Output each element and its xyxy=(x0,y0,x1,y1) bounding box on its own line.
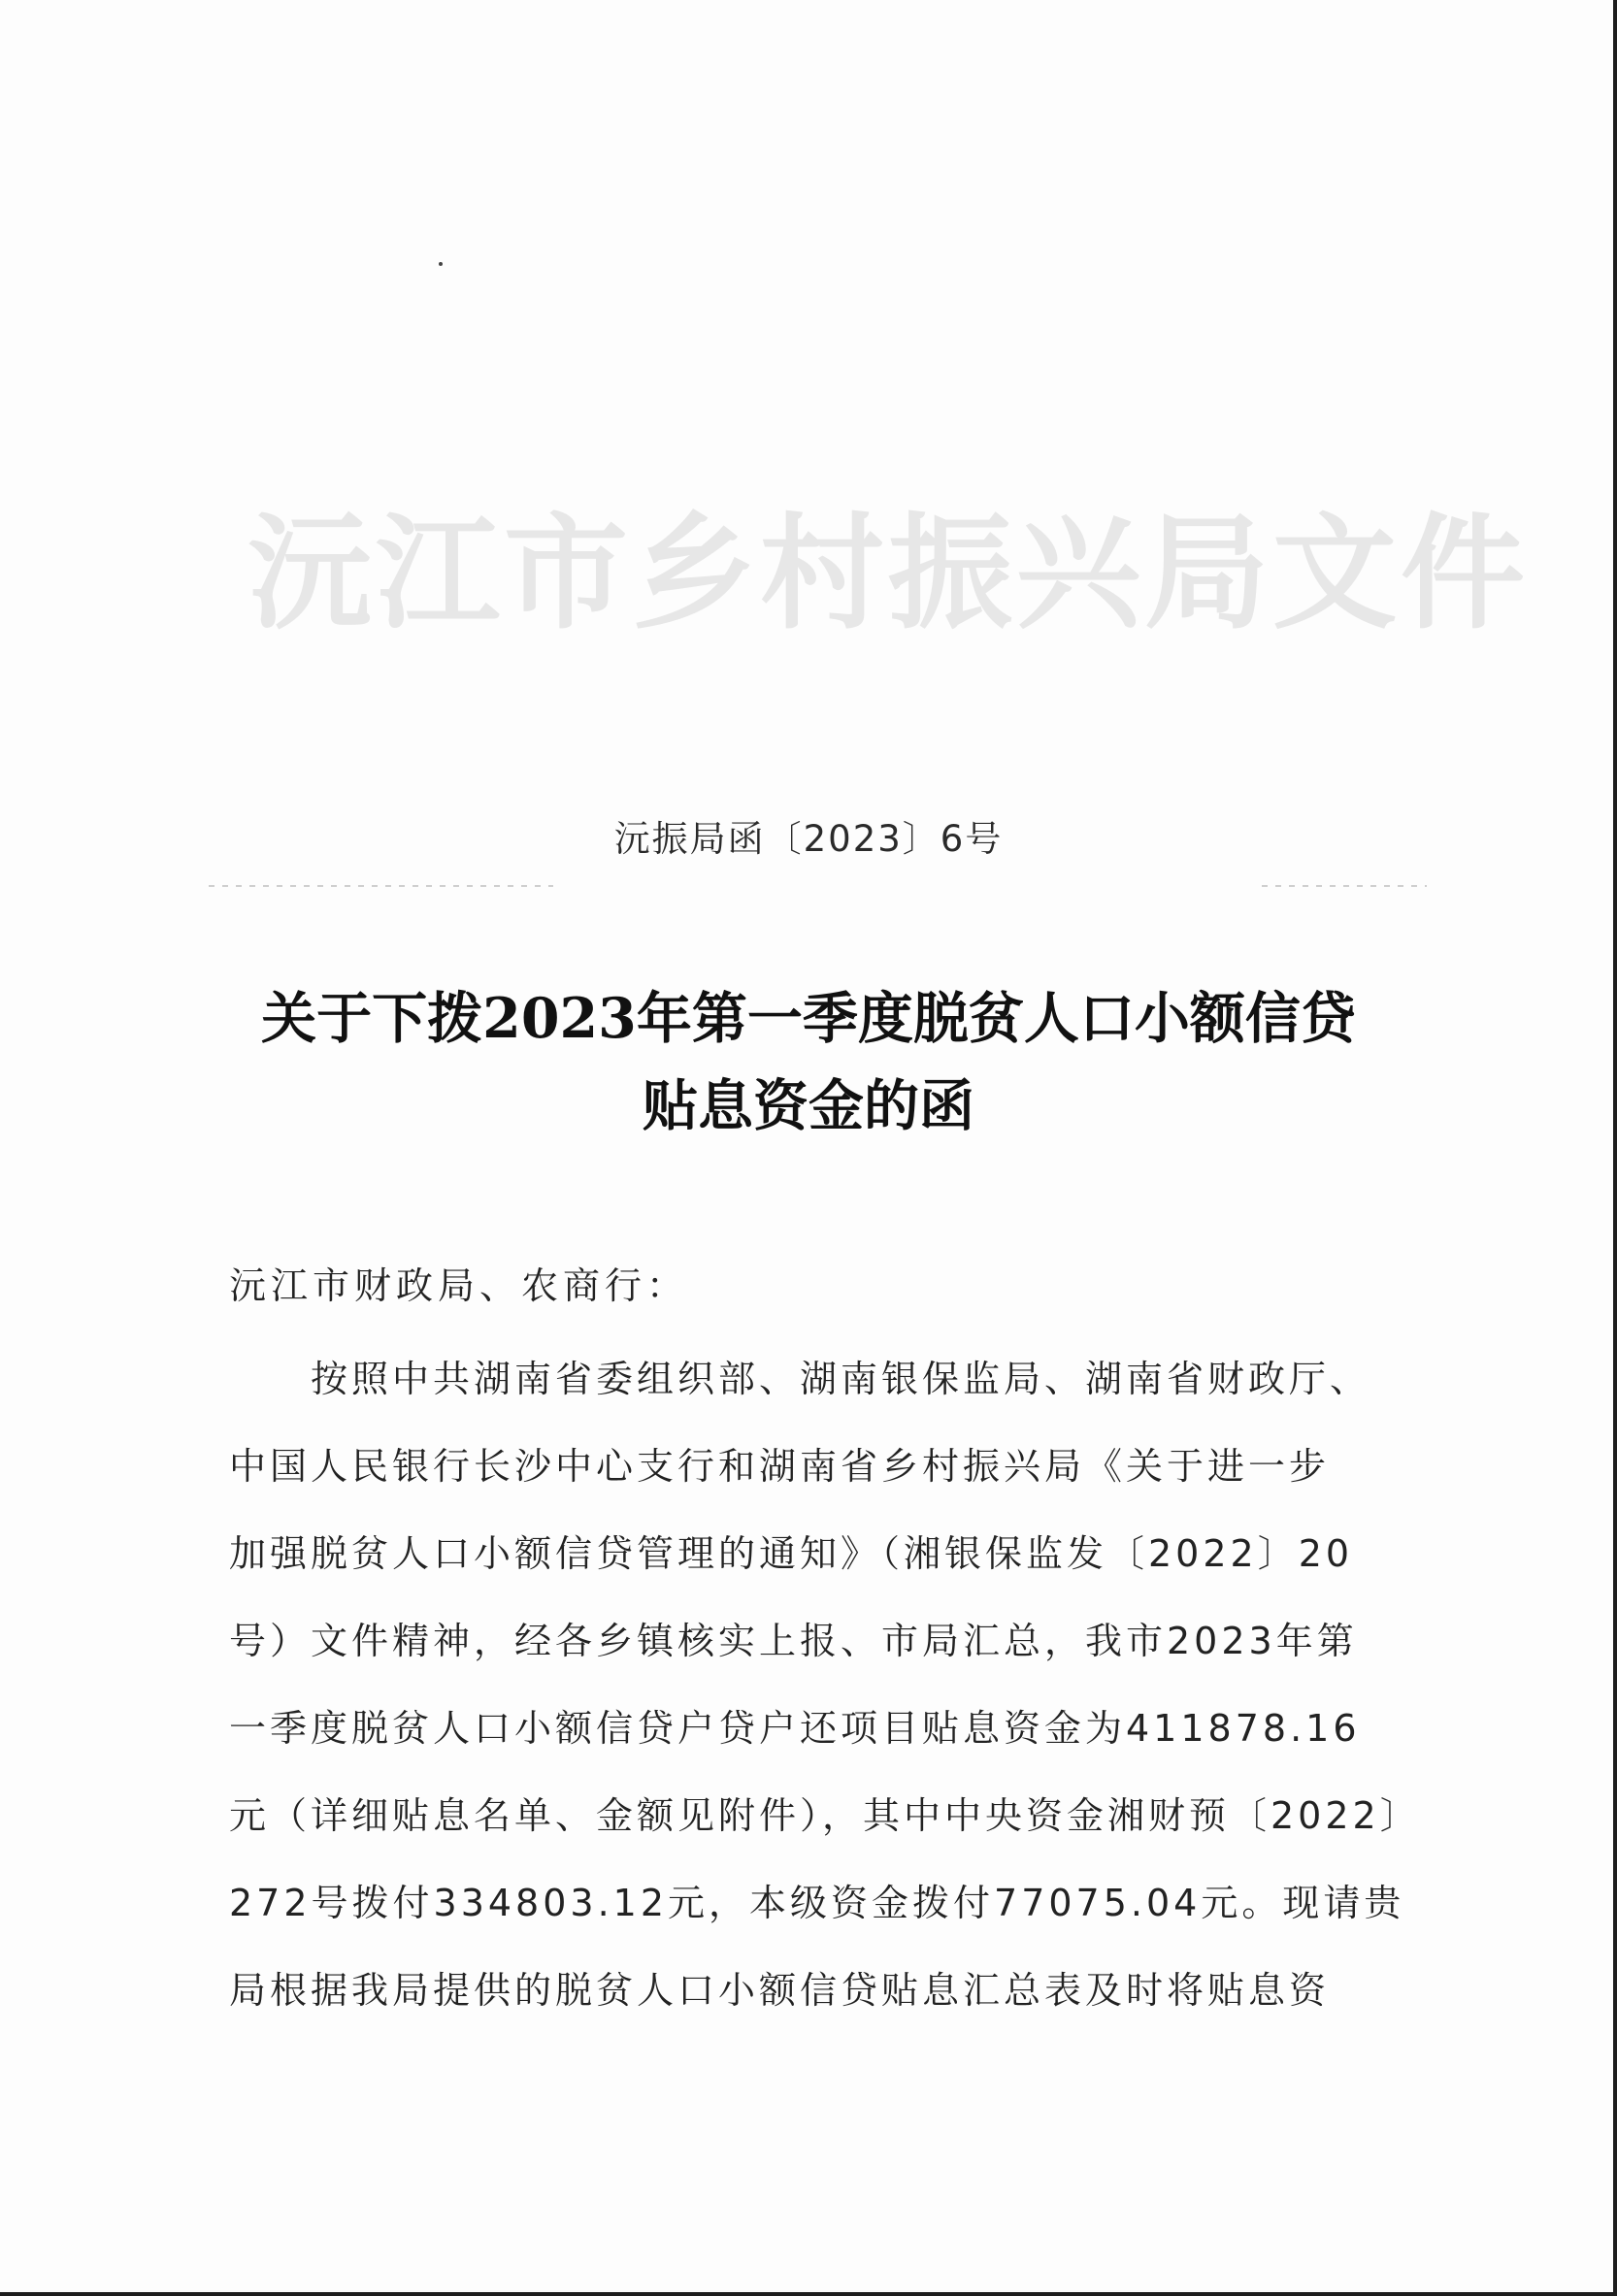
divider-right xyxy=(1262,885,1427,887)
body-line: 一季度脱贫人口小额信贷户贷户还项目贴息资金为411878.16 xyxy=(229,1707,1361,1750)
document-title-line-1: 关于下拨2023年第一季度脱贫人口小额信贷 xyxy=(261,986,1356,1051)
salutation: 沅江市财政局、农商行： xyxy=(229,1264,689,1307)
body-line: 中国人民银行长沙中心支行和湖南省乡村振兴局《关于进一步 xyxy=(229,1445,1331,1488)
divider-left xyxy=(209,885,553,887)
scan-edge-right xyxy=(1613,0,1617,2296)
document-number: 沅振局函〔2023〕6号 xyxy=(613,818,1004,860)
body-line: 号）文件精神，经各乡镇核实上报、市局汇总，我市2023年第 xyxy=(229,1620,1358,1662)
scan-edge-bottom xyxy=(0,2292,1617,2296)
faded-org-header: 沅江市乡村振兴局文件 xyxy=(248,502,1530,646)
body-line: 元（详细贴息名单、金额见附件），其中中央资金湘财预〔2022〕 xyxy=(229,1794,1421,1837)
body-line: 272号拨付334803.12元，本级资金拨付77075.04元。现请贵 xyxy=(229,1882,1405,1924)
scan-speck xyxy=(439,262,443,266)
body-line: 加强脱贫人口小额信贷管理的通知》（湘银保监发〔2022〕20 xyxy=(229,1532,1354,1575)
body-line: 按照中共湖南省委组织部、湖南银保监局、湖南省财政厅、 xyxy=(311,1358,1371,1400)
body-line: 局根据我局提供的脱贫人口小额信贷贴息汇总表及时将贴息资 xyxy=(229,1969,1331,2012)
document-title-line-2: 贴息资金的函 xyxy=(643,1073,974,1138)
